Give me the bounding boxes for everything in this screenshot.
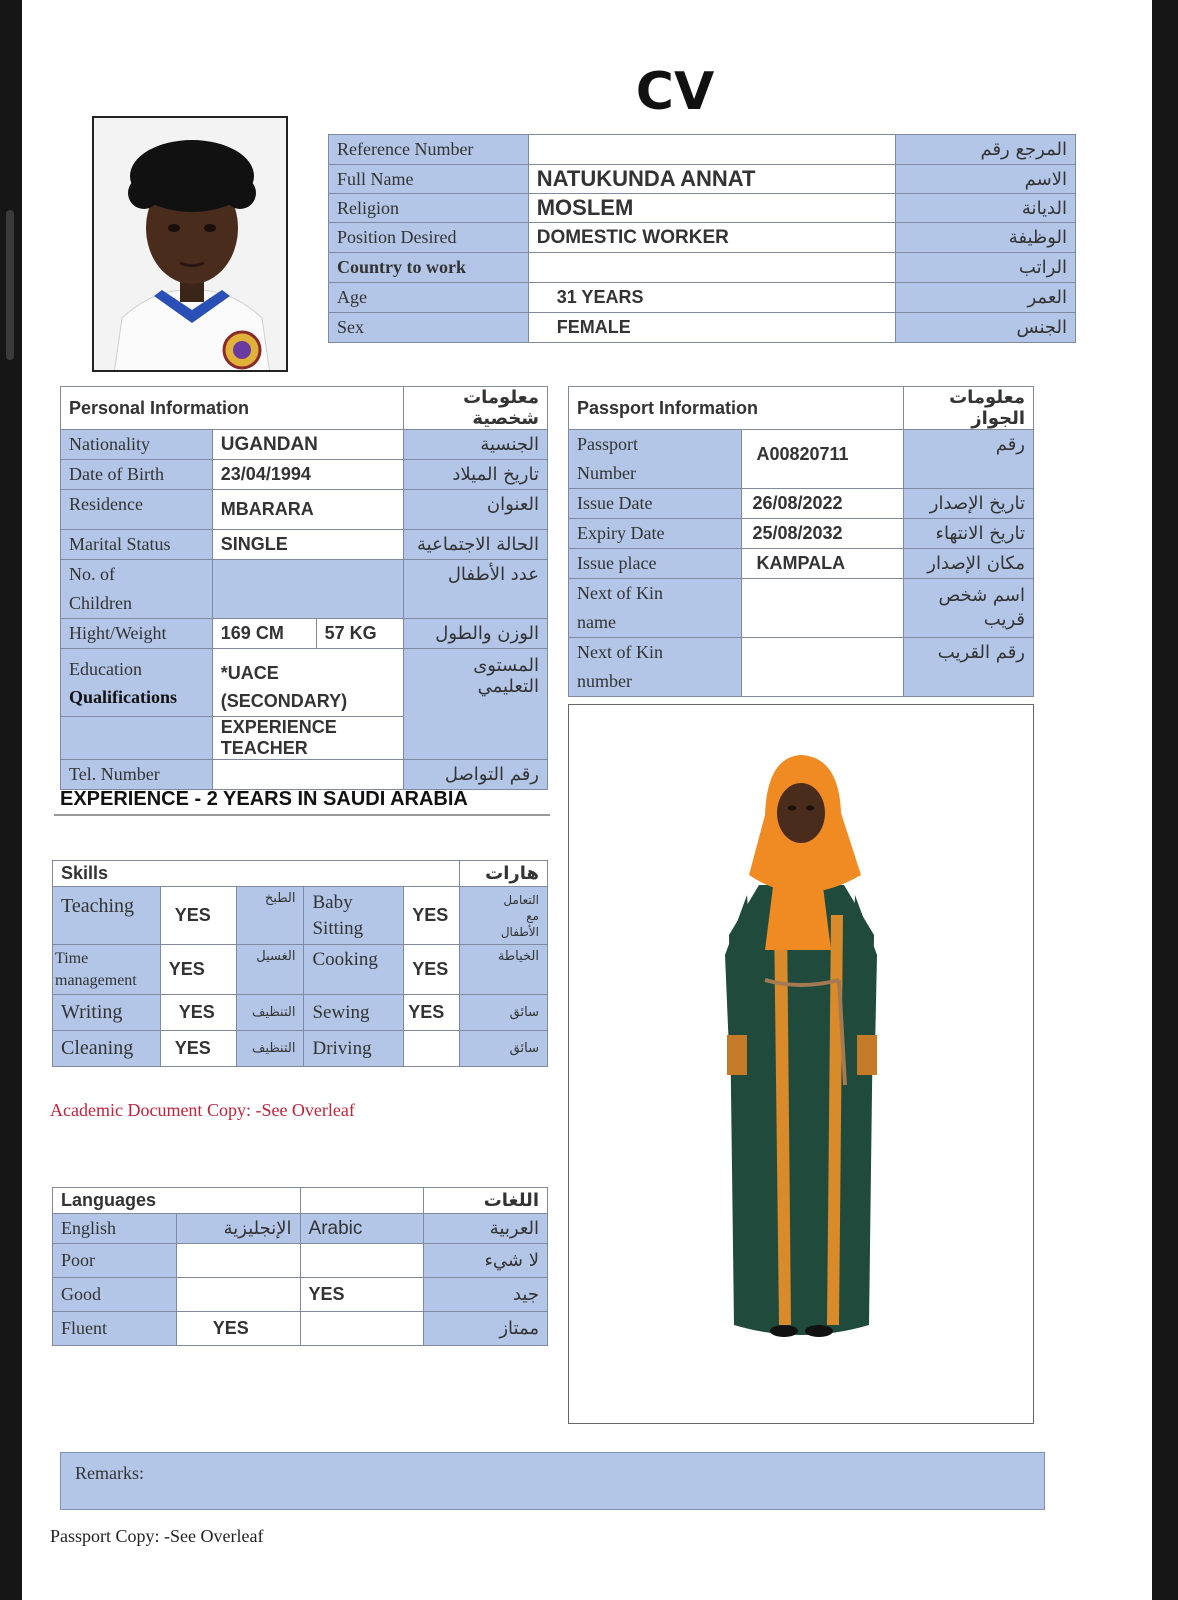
education-label [61, 649, 213, 717]
passport-number-label-line-2: Number [577, 463, 636, 483]
passport-number-label-ar: رقم [904, 430, 1034, 489]
skills-header-ar: هارات [460, 861, 548, 887]
skills-table [52, 860, 548, 1067]
skill-baby-sitting-label-line-1: Baby [312, 891, 353, 913]
kin-name-label-ar-line-1: اسم شخص [938, 585, 1025, 606]
country-to-work-label: Country to work [329, 253, 529, 283]
issue-date-label: Issue Date [569, 489, 742, 519]
issue-date-value: 26/08/2022 [742, 489, 904, 519]
sex-label-ar: الجنس [896, 313, 1076, 343]
skill-baby-sitting-label-ar-line-2: مع [526, 908, 539, 923]
dob-label: Date of Birth [61, 460, 213, 490]
skill-time-management-label-line-2: management [55, 971, 137, 989]
skill-baby-sitting-label [304, 887, 404, 945]
position-desired-label: Position Desired [329, 223, 529, 253]
skill-writing-label-ar: التنظيف [236, 995, 304, 1031]
country-to-work-label-ar: الراتب [896, 253, 1076, 283]
issue-date-label-ar: تاريخ الإصدار [904, 489, 1034, 519]
passport-number-value: A00820711 [742, 430, 904, 489]
full-body-illustration [569, 705, 1033, 1423]
experience-heading: EXPERIENCE - 2 YEARS IN SAUDI ARABIA [54, 786, 550, 816]
full-name-label-ar: الاسم [896, 165, 1076, 194]
level-good-label: Good [53, 1278, 177, 1312]
skill-time-management-label [53, 945, 161, 995]
residence-value: MBARARA [212, 490, 404, 530]
skill-teaching-label: Teaching [53, 887, 161, 945]
passport-number-label [569, 430, 742, 489]
kin-number-label-ar: رقم القريب [904, 638, 1034, 697]
kin-number-label-line-1: Next of Kin [577, 642, 663, 662]
level-poor-english [176, 1244, 300, 1278]
nationality-label: Nationality [61, 430, 213, 460]
remarks-box [60, 1452, 1045, 1510]
sex-label: Sex [329, 313, 529, 343]
education-value [212, 649, 404, 717]
skill-cleaning-value: YES [160, 1031, 236, 1067]
skill-baby-sitting-label-line-2: Sitting [312, 917, 364, 939]
languages-header-blank [300, 1188, 424, 1214]
languages-header: Languages [53, 1188, 301, 1214]
level-poor-label: Poor [53, 1244, 177, 1278]
tel-number-value [212, 760, 404, 790]
education-value-line-1: *UACE [220, 662, 279, 683]
skill-baby-sitting-label-ar-line-3: الأطفال [500, 924, 539, 939]
skill-cooking-value: YES [404, 945, 460, 995]
personal-info-table [60, 386, 548, 790]
passport-number-label-line-1: Passport [577, 434, 639, 454]
kin-number-label [569, 638, 742, 697]
nationality-label-ar: الجنسية [404, 430, 548, 460]
age-label-ar: العمر [896, 283, 1076, 313]
skill-time-management-label-ar: الغسيل [236, 945, 304, 995]
level-fluent-label: Fluent [53, 1312, 177, 1346]
skill-time-management-label-line-1: Time [55, 949, 89, 967]
skills-header: Skills [53, 861, 460, 887]
kin-name-label-ar [904, 579, 1034, 638]
age-label: Age [329, 283, 529, 313]
issue-place-label-ar: مكان الإصدار [904, 549, 1034, 579]
education-value-line-2: (SECONDARY) [220, 690, 348, 711]
nationality-value: UGANDAN [212, 430, 404, 460]
skill-cleaning-label: Cleaning [53, 1031, 161, 1067]
skill-driving-label-ar: سائق [460, 1031, 548, 1067]
passport-copy-note: Passport Copy: -See Overleaf [50, 1526, 264, 1546]
english-label-ar: الإنجليزية [176, 1214, 300, 1244]
religion-label-ar: الديانة [896, 194, 1076, 223]
kin-name-label-line-2: name [577, 612, 616, 632]
passport-info-header: Passport Information [569, 387, 904, 430]
passport-info-table [568, 386, 1034, 697]
level-good-english [176, 1278, 300, 1312]
level-fluent-english: YES [176, 1312, 300, 1346]
height-weight-label-ar: الوزن والطول [404, 619, 548, 649]
residence-label: Residence [61, 490, 213, 530]
tel-number-label: Tel. Number [61, 760, 213, 790]
level-poor-arabic [300, 1244, 424, 1278]
full-body-photo [568, 704, 1034, 1424]
reference-number-label: Reference Number [329, 135, 529, 165]
skill-baby-sitting-label-ar-line-1: التعامل [503, 892, 539, 907]
cv-title: CV [635, 62, 715, 122]
level-poor-label-ar: لا شيء [424, 1244, 548, 1278]
full-name-value: NATUKUNDA ANNAT [528, 165, 896, 194]
residence-label-ar: العنوان [404, 490, 548, 530]
expiry-date-value: 25/08/2032 [742, 519, 904, 549]
skill-sewing-label-ar: سائق [460, 995, 548, 1031]
religion-label: Religion [329, 194, 529, 223]
level-fluent-label-ar: ممتاز [424, 1312, 548, 1346]
reference-number-value [528, 135, 896, 165]
arabic-label: Arabic [300, 1214, 424, 1244]
skill-sewing-value: YES [404, 995, 460, 1031]
expiry-date-label: Expiry Date [569, 519, 742, 549]
education-label-ar: المستوى التعليمي [404, 649, 548, 760]
personal-info-header: Personal Information [61, 387, 404, 430]
header-info-table [328, 134, 1076, 343]
education-label-spacer [61, 717, 213, 760]
languages-header-ar: اللغات [424, 1188, 548, 1214]
education-extra-value: EXPERIENCE TEACHER [212, 717, 404, 760]
languages-table [52, 1187, 548, 1346]
children-label-ar: عدد الأطفال [404, 560, 548, 619]
children-label [61, 560, 213, 619]
level-good-arabic: YES [300, 1278, 424, 1312]
skill-teaching-value: YES [160, 887, 236, 945]
children-label-line-1: No. of [69, 564, 115, 584]
weight-value: 57 KG [316, 619, 404, 649]
full-name-label: Full Name [329, 165, 529, 194]
skill-cooking-label-ar: الخياطة [460, 945, 548, 995]
kin-number-value [742, 638, 904, 697]
level-fluent-arabic [300, 1312, 424, 1346]
position-desired-value: DOMESTIC WORKER [528, 223, 896, 253]
tel-number-label-ar: رقم التواصل [404, 760, 548, 790]
skill-baby-sitting-value: YES [404, 887, 460, 945]
skill-writing-value: YES [160, 995, 236, 1031]
arabic-label-ar: العربية [424, 1214, 548, 1244]
dob-value: 23/04/1994 [212, 460, 404, 490]
children-label-line-2: Children [69, 593, 132, 613]
scroll-handle [6, 210, 14, 360]
marital-status-value: SINGLE [212, 530, 404, 560]
education-label-line-1: Education [69, 659, 142, 679]
headshot-illustration [94, 118, 288, 372]
sex-value: FEMALE [528, 313, 896, 343]
height-value: 169 CM [212, 619, 316, 649]
expiry-date-label-ar: تاريخ الانتهاء [904, 519, 1034, 549]
marital-status-label-ar: الحالة الاجتماعية [404, 530, 548, 560]
headshot-photo [92, 116, 288, 372]
skill-cleaning-label-ar: التنظيف [236, 1031, 304, 1067]
skill-baby-sitting-label-ar [460, 887, 548, 945]
issue-place-value: KAMPALA [742, 549, 904, 579]
reference-number-label-ar: المرجع رقم [896, 135, 1076, 165]
religion-value: MOSLEM [528, 194, 896, 223]
age-value: 31 YEARS [528, 283, 896, 313]
height-weight-label: Hight/Weight [61, 619, 213, 649]
education-label-line-2: Qualifications [69, 687, 178, 707]
dob-label-ar: تاريخ الميلاد [404, 460, 548, 490]
level-good-label-ar: جيد [424, 1278, 548, 1312]
skill-driving-label: Driving [304, 1031, 404, 1067]
skill-cooking-label: Cooking [304, 945, 404, 995]
country-to-work-value [528, 253, 896, 283]
left-dark-edge [0, 0, 22, 1600]
right-dark-edge [1152, 0, 1178, 1600]
position-desired-label-ar: الوظيفة [896, 223, 1076, 253]
marital-status-label: Marital Status [61, 530, 213, 560]
skill-teaching-label-ar: الطبخ [236, 887, 304, 945]
remarks-label: Remarks: [75, 1463, 144, 1483]
kin-name-value [742, 579, 904, 638]
academic-document-note: Academic Document Copy: -See Overleaf [50, 1100, 355, 1120]
skill-sewing-label: Sewing [304, 995, 404, 1031]
children-value [212, 560, 404, 619]
kin-number-label-line-2: number [577, 671, 632, 691]
personal-info-header-ar: معلومات شخصية [404, 387, 548, 430]
kin-name-label [569, 579, 742, 638]
english-label: English [53, 1214, 177, 1244]
skill-time-management-value: YES [160, 945, 236, 995]
issue-place-label: Issue place [569, 549, 742, 579]
kin-name-label-line-1: Next of Kin [577, 583, 663, 603]
skill-driving-value [404, 1031, 460, 1067]
skill-writing-label: Writing [53, 995, 161, 1031]
kin-name-label-ar-line-2: قريب [983, 609, 1025, 630]
passport-info-header-ar: معلومات الجواز [904, 387, 1034, 430]
